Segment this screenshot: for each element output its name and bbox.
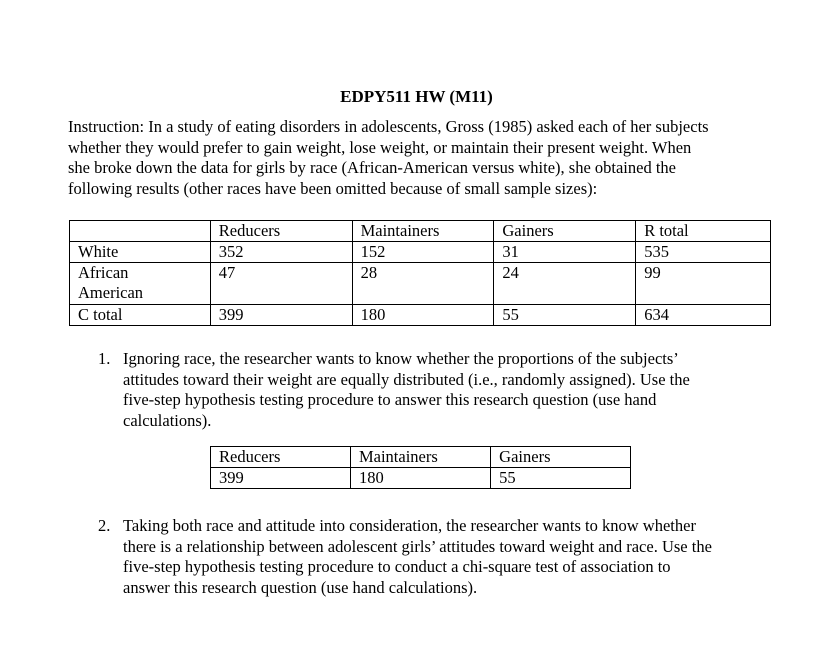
- header-cell-maintainers: Maintainers: [352, 221, 494, 242]
- question-line: answer this research question (use hand calculations).: [123, 577, 478, 597]
- table-cell: 634: [636, 305, 771, 326]
- question-number: 1.: [98, 349, 111, 368]
- header-cell-maintainers: Maintainers: [350, 447, 490, 468]
- header-cell-row-total: R total: [636, 221, 771, 242]
- table-row: [70, 263, 771, 305]
- table-row: [70, 242, 771, 263]
- contingency-table: [69, 220, 771, 326]
- row-label-column-total: C total: [70, 305, 211, 326]
- page-title: EDPY511 HW (M11): [340, 87, 493, 106]
- question-line: attitudes toward their weight are equally distributed (i.e., randomly assigned). Use the: [123, 369, 690, 389]
- header-cell-gainers: Gainers: [494, 221, 636, 242]
- instruction-line: following results (other races have been omitted because of small sample sizes):: [68, 178, 598, 198]
- table-cell: 152: [352, 242, 494, 263]
- row-label-african-american: [70, 263, 211, 305]
- question-line: five-step hypothesis testing procedure to answer this research question (use hand: [123, 390, 657, 409]
- table-cell: 28: [352, 263, 494, 305]
- table-cell: 180: [350, 468, 490, 489]
- table-cell: 352: [210, 242, 352, 263]
- header-cell-gainers: Gainers: [491, 447, 631, 468]
- instruction-line: whether they would prefer to gain weight, lose weight, or maintain their present weight. When: [68, 137, 692, 157]
- question-text: [123, 516, 783, 598]
- instruction-line: Instruction: In a study of eating disorders in adolescents, Gross (1985) asked each of her subjects: [68, 117, 709, 136]
- table-cell: 24: [494, 263, 636, 305]
- table-header-row: [70, 221, 771, 242]
- header-cell-reducers: Reducers: [211, 447, 351, 468]
- table-cell: 399: [210, 305, 352, 326]
- instruction-line: she broke down the data for girls by race (African-American versus white), she obtained the: [68, 158, 676, 177]
- instruction-paragraph: [68, 117, 780, 199]
- table-cell: 535: [636, 242, 771, 263]
- totals-table: [210, 446, 631, 489]
- table-cell: 55: [494, 305, 636, 326]
- row-label-line: African: [78, 263, 129, 282]
- table-header-row: [211, 447, 631, 468]
- table-cell: 180: [352, 305, 494, 326]
- header-cell-reducers: Reducers: [210, 221, 352, 242]
- question-line: five-step hypothesis testing procedure to conduct a chi-square test of association to: [123, 557, 671, 576]
- table-cell: 47: [210, 263, 352, 305]
- table-cell: 55: [491, 468, 631, 489]
- row-label-line: American: [78, 283, 144, 302]
- row-label-white: White: [70, 242, 211, 263]
- table-cell: 399: [211, 468, 351, 489]
- header-cell-empty: [70, 221, 211, 242]
- question-number: 2.: [98, 516, 111, 535]
- question-line: calculations).: [123, 410, 212, 430]
- question-line: there is a relationship between adolescent girls’ attitudes toward weight and race. Use the: [123, 536, 712, 556]
- table-cell: 99: [636, 263, 771, 305]
- question-text: [123, 349, 783, 431]
- table-row: [211, 468, 631, 489]
- question-line: Ignoring race, the researcher wants to know whether the proportions of the subjects’: [123, 349, 679, 368]
- question-line: Taking both race and attitude into consideration, the researcher wants to know whether: [123, 516, 696, 535]
- table-row: [70, 305, 771, 326]
- table-cell: 31: [494, 242, 636, 263]
